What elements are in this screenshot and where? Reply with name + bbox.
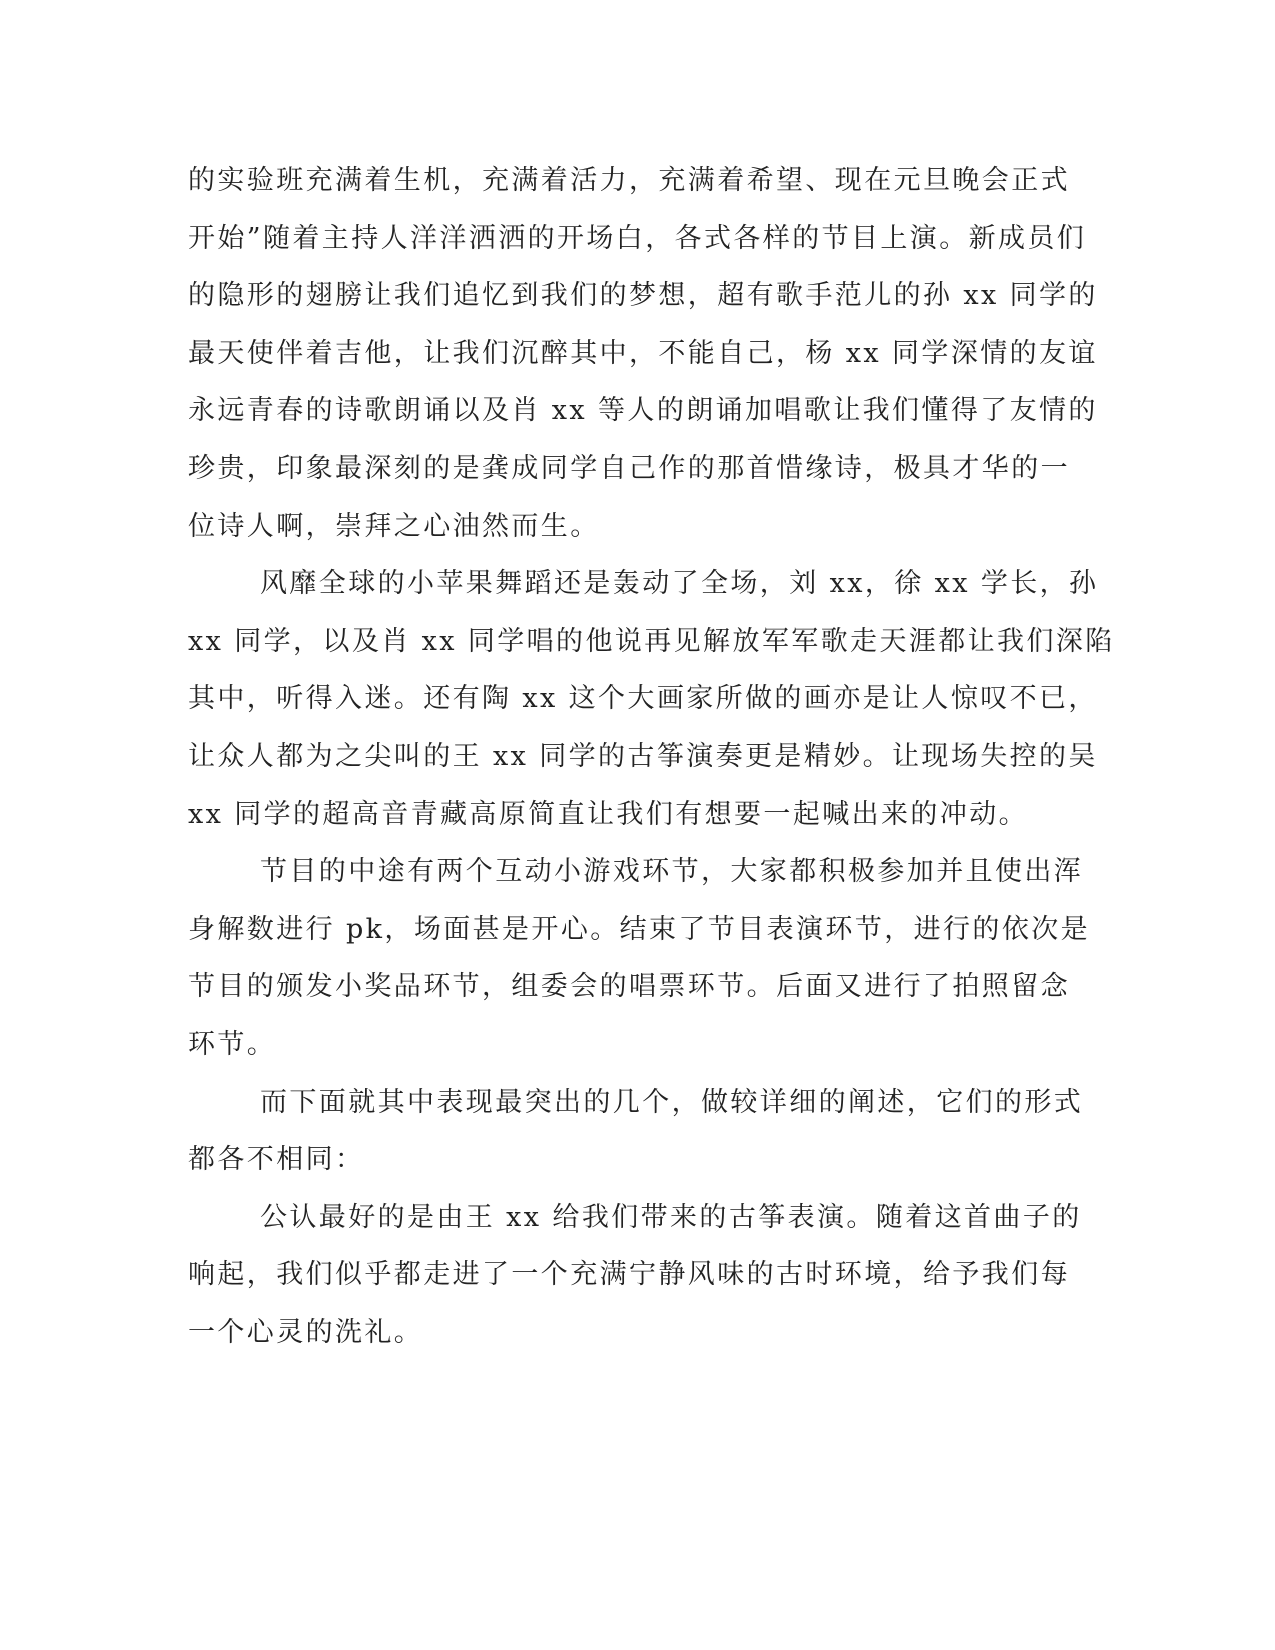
text-line: 风靡全球的小苹果舞蹈还是轰动了全场，刘 xx，徐 xx 学长，孙 (260, 568, 1099, 600)
text-line: 响起，我们似乎都走进了一个充满宁静风味的古时环境，给予我们每 (188, 1259, 1070, 1291)
text-line: 一个心灵的洗礼。 (188, 1316, 424, 1348)
text-line: 让众人都为之尖叫的王 xx 同学的古筝演奏更是精妙。让现场失控的吴 (188, 740, 1098, 772)
paragraph-4 (188, 1074, 1084, 1189)
paragraph-1 (188, 152, 1098, 555)
paragraph-5 (188, 1189, 1082, 1362)
text-line: 其中，听得入迷。还有陶 xx 这个大画家所做的画亦是让人惊叹不已， (188, 683, 1098, 715)
paragraph-2 (188, 555, 1115, 843)
text-line: 的隐形的翅膀让我们追忆到我们的梦想，超有歌手范儿的孙 xx 同学的 (188, 280, 1098, 312)
text-line: 开始”随着主持人洋洋洒洒的开场白，各式各样的节目上演。新成员们 (188, 222, 1087, 254)
text-line: 节目的颁发小奖品环节，组委会的唱票环节。后面又进行了拍照留念 (188, 971, 1070, 1003)
text-line: 位诗人啊，崇拜之心油然而生。 (188, 510, 600, 542)
text-line: 最天使伴着吉他，让我们沉醉其中，不能自己，杨 xx 同学深情的友谊 (188, 337, 1098, 369)
text-line: xx 同学，以及肖 xx 同学唱的他说再见解放军军歌走天涯都让我们深陷 (188, 625, 1115, 657)
text-line: 都各不相同： (188, 1144, 365, 1176)
text-line: 的实验班充满着生机，充满着活力，充满着希望、现在元旦晚会正式 (188, 165, 1070, 196)
text-line: 身解数进行 pk，场面甚是开心。结束了节目表演环节，进行的依次是 (188, 913, 1091, 945)
text-line: 珍贵，印象最深刻的是龚成同学自己作的那首惜缘诗，极具才华的一 (188, 452, 1070, 484)
text-line: 而下面就其中表现最突出的几个，做较详细的阐述，它们的形式 (260, 1086, 1084, 1118)
body-text (188, 152, 1115, 1361)
paragraph-3 (188, 843, 1091, 1073)
text-line: xx 同学的超高音青藏高原简直让我们有想要一起喊出来的冲动。 (188, 798, 1029, 830)
text-line: 公认最好的是由王 xx 给我们带来的古筝表演。随着这首曲子的 (260, 1201, 1082, 1233)
text-line: 永远青春的诗歌朗诵以及肖 xx 等人的朗诵加唱歌让我们懂得了友情的 (188, 395, 1098, 427)
text-line: 环节。 (188, 1028, 277, 1060)
text-line: 节目的中途有两个互动小游戏环节，大家都积极参加并且使出浑 (260, 856, 1084, 888)
